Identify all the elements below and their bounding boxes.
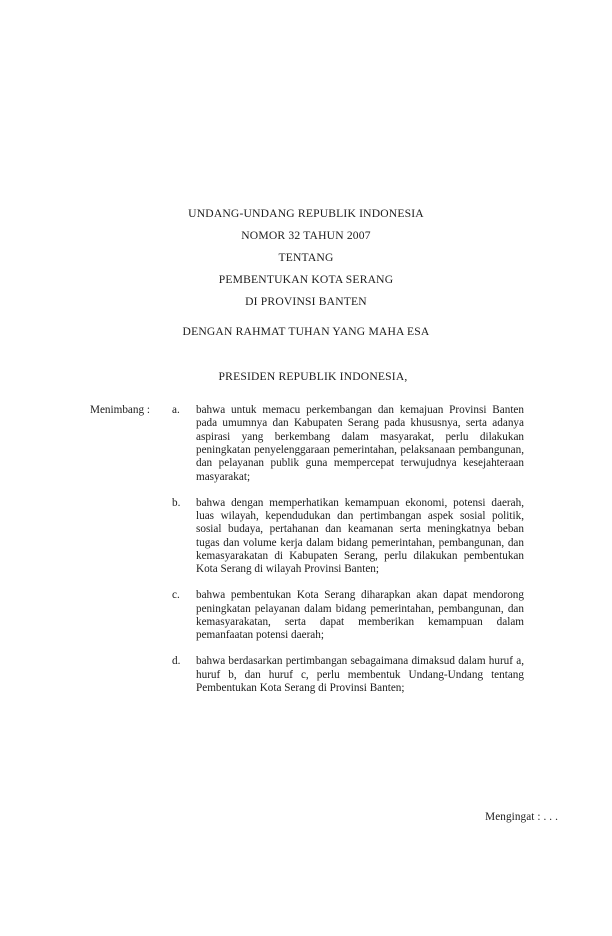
- clause-text: bahwa untuk memacu perkembangan dan kemajuan Provinsi Banten pada umumnya dan Kabupaten Serang pada khususnya, serta adanya aspirasi yang berkembang dalam masyarakat, perlu dilakukan peningkatan penyelenggaraan pemerintahan, pelaksanaan pembangunan, dan pelayanan publik guna mempercepat terwujudnya kesejahteraan masyarakat;: [196, 404, 524, 483]
- considering-section: [90, 404, 524, 695]
- law-subject: PEMBENTUKAN KOTA SERANG: [218, 273, 394, 286]
- law-province: DI PROVINSI BANTEN: [245, 295, 367, 308]
- clause-text: bahwa dengan memperhatikan kemampuan ekonomi, potensi daerah, luas wilayah, kependudukan dan pertimbangan aspek sosial politik, sosial budaya, pertahanan dan keamanan serta meningkatnya beban tugas dan volume kerja dalam bidang pemerintahan, pembangunan, dan kemasyarakatan di Kabupaten Serang, perlu dilakukan pembentukan Kota Serang di wilayah Provinsi Banten;: [196, 496, 524, 576]
- considering-item-a: [90, 404, 524, 484]
- considering-label: Menimbang :: [90, 404, 150, 416]
- considering-item-b: [90, 497, 524, 577]
- clause-text: bahwa berdasarkan pertimbangan sebagaimana dimaksud dalam huruf a, huruf b, dan huruf c, perlu membentuk Undang-Undang tentang Pembentukan Kota Serang di Provinsi Banten;: [196, 655, 524, 694]
- invocation-text: DENGAN RAHMAT TUHAN YANG MAHA ESA: [182, 325, 430, 338]
- clause-text: bahwa pembentukan Kota Serang diharapkan akan dapat mendorong peningkatan pelayanan dalam bidang pemerintahan, pembangunan, dan kemasyarakatan, serta dapat memberikan kemampuan dalam pemanfaatan potensi daerah;: [196, 589, 524, 642]
- continuation-note: Mengingat : . . .: [485, 811, 558, 823]
- clause-marker: c.: [172, 589, 180, 602]
- clause-marker: b.: [172, 496, 181, 509]
- considering-item-d: [90, 655, 524, 695]
- law-number: NOMOR 32 TAHUN 2007: [241, 229, 371, 242]
- clause-marker: a.: [172, 404, 180, 416]
- about-label: TENTANG: [278, 251, 334, 264]
- considering-item-c: [90, 589, 524, 642]
- clause-marker: d.: [172, 655, 181, 668]
- document-title-block: [0, 203, 612, 313]
- issuing-authority: PRESIDEN REPUBLIK INDONESIA,: [218, 370, 408, 383]
- page-title: UNDANG-UNDANG REPUBLIK INDONESIA: [188, 207, 424, 220]
